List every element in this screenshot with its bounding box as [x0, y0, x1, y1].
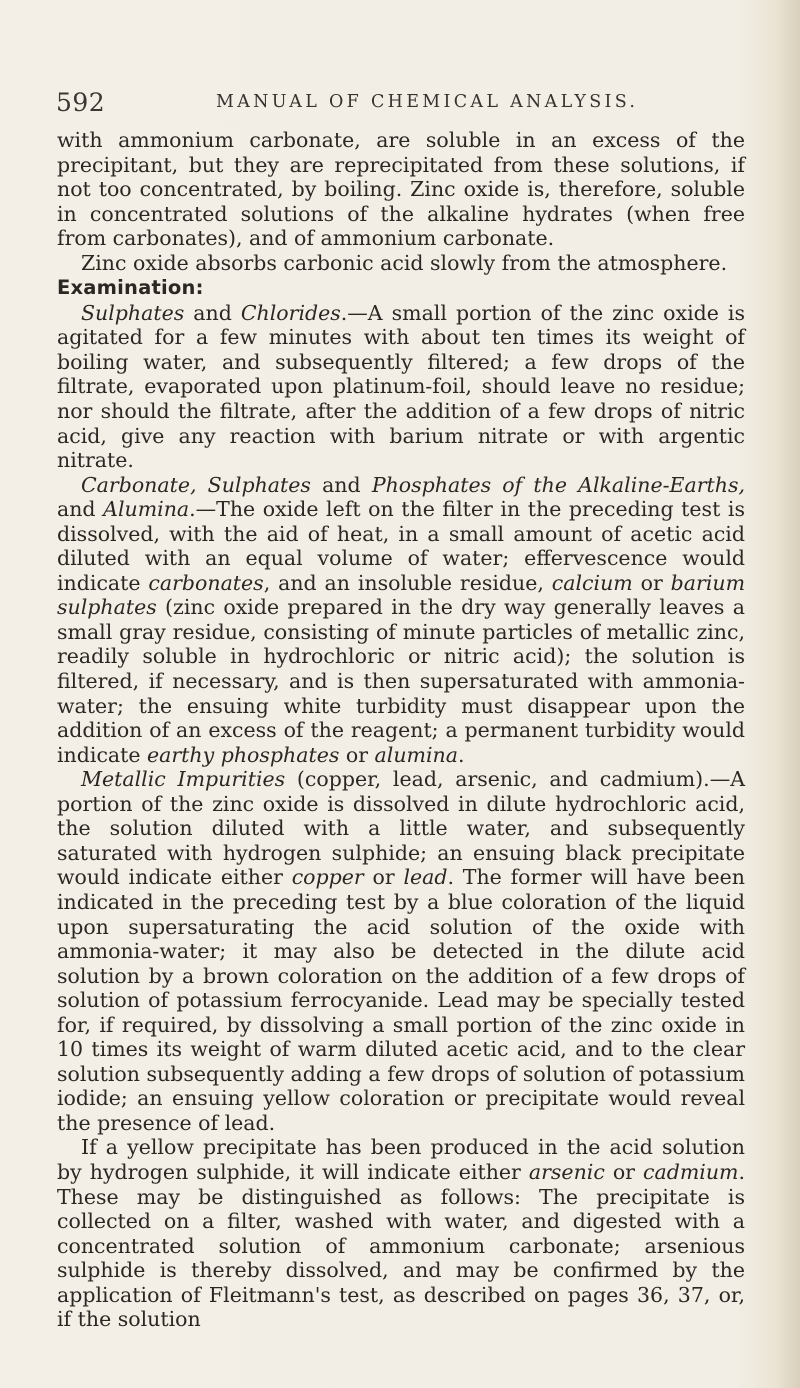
term-phosphates-alkaline-earths: Phosphates of the Alkaline-Earths, — [371, 472, 745, 497]
paragraph-metallic-impurities — [57, 767, 745, 1135]
text-fragment: If a yellow precipitate has been produced in the acid solution by hydrogen sulphide, it will indicate either — [57, 1135, 745, 1184]
term-carbonate-sulphates: Carbonate, Sulphates — [81, 472, 311, 497]
paragraph-continuation: with ammonium carbonate, are soluble in an excess of the precipitant, but they are reprecipitated from these solutions, if not too concentrated, by boiling. Zinc oxide is, therefore, soluble in concentrated solutions of the alkaline hydrates (when free from carbonates), and of ammonium carbonate. — [57, 128, 745, 251]
term-metallic-impurities: Metallic Impurities — [81, 767, 286, 792]
text-fragment: .—A small portion of the zinc oxide is agitated for a few minutes with about ten times its weight of boiling water, and subsequently filtered; a few drops of the filtrate, evaporated upon platinum-foil, should leave no residue; nor should the filtrate, after the addition of a few drops of nitric acid, give any reaction with barium nitrate or with argentic nitrate. — [57, 300, 745, 473]
page-number: 592 — [56, 88, 106, 117]
text-fragment: or — [363, 865, 404, 890]
body-text — [57, 128, 745, 1332]
page-header — [56, 88, 746, 122]
term-lead: lead — [403, 865, 448, 890]
term-carbonates: carbonates — [148, 570, 264, 595]
text-fragment: or — [339, 742, 375, 767]
term-calcium: calcium — [551, 570, 633, 595]
term-chlorides: Chlorides — [240, 300, 341, 325]
section-heading-examination — [57, 275, 745, 301]
text-fragment: , and an insoluble residue, — [263, 570, 552, 595]
paragraph-carbonate-phosphates — [57, 473, 745, 768]
text-fragment: .—The oxide left on the filter in the preceding test is dissolved, with the aid of heat, in a small amount of acetic acid diluted with an equal volume of water; effervescence would indicate — [57, 497, 745, 595]
paragraph-sulphates-chlorides — [57, 301, 745, 473]
paragraph-atmosphere: Zinc oxide absorbs carbonic acid slowly from the atmosphere. — [81, 250, 728, 275]
text-fragment: . These may be distinguished as follows: The precipitate is collected on a filter, washed with water, and digested with a concentrated solution of ammonium carbonate; arsenious sulphide is thereby dissolved, and may be confirmed by the application of Fleitmann's test, as described on pages 36, 37, or, if the solution — [57, 1159, 745, 1332]
text-fragment: or — [632, 570, 671, 595]
running-title: MANUAL OF CHEMICAL ANALYSIS. — [216, 92, 639, 112]
term-alumina: Alumina — [103, 497, 190, 522]
term-arsenic: arsenic — [528, 1159, 605, 1184]
text-fragment: or — [604, 1159, 643, 1184]
term-cadmium: cadmium — [643, 1159, 739, 1184]
text-fragment: . The former will have been indicated in the preceding test by a blue coloration of the liquid upon supersaturating the acid solution of the oxide with ammonia-water; it may also be detected in the dilute acid solution by a brown coloration on the addition of a few drops of solution of potassium ferrocyanide. Lead may be specially tested for, if required, by dissolving a small portion of the zinc oxide in 10 times its weight of warm diluted acetic acid, and to the clear solution subsequently adding a few drops of solution of potassium iodide; an ensuing yellow coloration or precipitate would reveal the presence of lead. — [57, 865, 745, 1135]
term-barium-sulphates: barium sulphates — [57, 570, 746, 620]
text-fragment: and — [310, 472, 372, 497]
paragraph-yellow-precipitate — [57, 1135, 745, 1331]
term-sulphates: Sulphates — [81, 300, 185, 325]
text-fragment: . — [457, 742, 465, 767]
examination-heading: Examination: — [57, 276, 204, 300]
text-fragment: and — [184, 300, 241, 325]
text-fragment: (copper, lead, arsenic, and cadmium).—A portion of the zinc oxide is dissolved in dilute hydrochloric acid, the solution diluted with a little water, and subsequently saturated with hydrogen sulphide; an ensuing black precipitate would indicate either — [57, 767, 745, 890]
term-alumina-2: alumina — [374, 742, 458, 767]
term-copper: copper — [291, 865, 364, 890]
text-fragment: and — [57, 497, 104, 522]
term-earthy-phosphates: earthy phosphates — [147, 742, 340, 767]
text-fragment: (zinc oxide prepared in the dry way generally leaves a small gray residue, consisting of minute particles of metallic zinc, readily soluble in hydrochloric or nitric acid); the solution is filtered, if necessary, and is then supersaturated with ammonia-water; the ensuing white turbidity must disappear upon the addition of an excess of the reagent; a permanent turbidity would indicate — [57, 595, 745, 767]
